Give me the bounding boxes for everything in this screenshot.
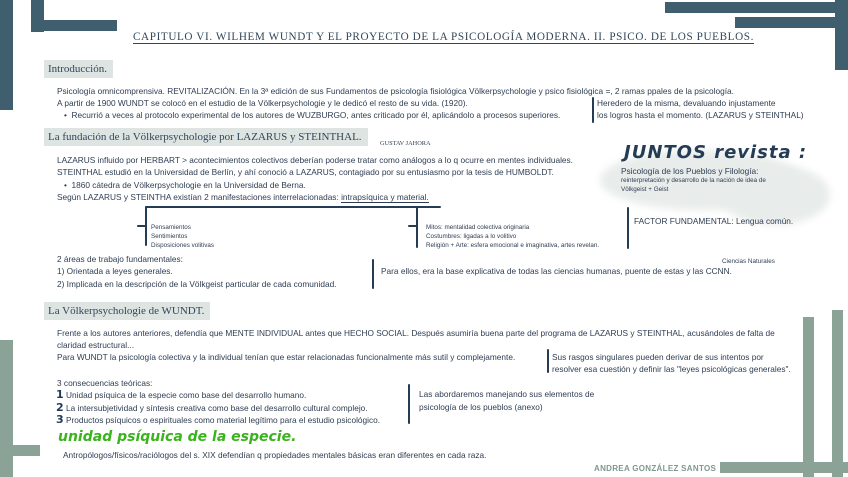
wundt-last-line: Antropólogos/físicos/raciólogos del s. XIX defendían q propiedades mentales básicas eran diferentes en cada raza. [63, 450, 487, 460]
consecuencia-number: 3 [56, 413, 64, 426]
green-handwritten-note: unidad psíquica de la especie. [58, 429, 297, 445]
bracket-line [592, 97, 594, 123]
bracket-line [408, 384, 410, 424]
juntos-title: Psicología de los Pueblos y Filología: [621, 166, 759, 176]
section-heading-introduccion: Introducción. [44, 60, 113, 78]
factor-fundamental: FACTOR FUNDAMENTAL: Lengua común. [634, 216, 794, 226]
intrapsiquica-item: Disposiciones volitivas [151, 242, 214, 249]
wundt-line: Frente a los autores anteriores, defendía que MENTE INDIVIDUAL antes que HECHO SOCIAL. Después asumiría buena parte del programa de LAZARUS y STEINTHAL, acusándoles de falta de [57, 328, 775, 338]
consecuencia-item: La intersubjetividad y síntesis creativa como base del desarrollo cultural complejo. [66, 403, 368, 413]
frame-bar [735, 17, 848, 28]
juntos-handwritten: JUNTOS revista : [624, 142, 808, 163]
page-title: CAPITULO VI. WILHEM WUNDT Y EL PROYECTO DE LA PSICOLOGÍA MODERNA. II. PSICO. DE LOS PUEBLOS. [133, 31, 755, 43]
ellos-note: Para ellos, era la base explicativa de todas las ciencias humanas, puente de estas y las CCNN. [381, 266, 732, 276]
area-item: 2) Implicada en la descripción de la Völkgeist particular de cada comunidad. [57, 279, 337, 289]
consecuencia-item: Unidad psíquica de la especie como base del desarrollo humano. [66, 390, 307, 400]
consecuencias-title: 3 consecuencias teóricas: [57, 378, 153, 388]
connector-line [145, 206, 441, 208]
frame-bar [835, 0, 848, 70]
section-heading-fundacion: La fundación de la Völkerpsychologie por LAZARUS y STEINTHAL. [44, 128, 368, 146]
intro-bullet: • Recurrió a veces al protocolo experimental de los autores de WUZBURGO, antes criticado por él, aplicándolo a procesos superiores. [64, 110, 561, 120]
frame-bar [0, 445, 40, 456]
intro-line: A partir de 1900 WUNDT se colocó en el estudio de la Völkerpsychologie y le dedicó el resto de su vida. (1920). [57, 98, 468, 108]
manifestaciones-text: Según LAZARUS y STEINTHA existían 2 manifestaciones interrelacionadas: [57, 192, 339, 202]
material-item: Costumbres: ligadas a lo volitivo [426, 233, 517, 240]
frame-bar [665, 2, 848, 13]
wundt-side-note: Sus rasgos singulares pueden derivar de sus intentos por [552, 352, 764, 362]
ccnn-note: Ciencias Naturales [722, 258, 775, 265]
author-name: ANDREA GONZÁLEZ SANTOS [594, 464, 717, 473]
fundacion-line: STEINTHAL estudió en la Universidad de Berlín, y ahí conoció a LAZARUS, contagiado por su entusiasmo por la tesis de HUMBOLDT. [57, 167, 554, 177]
areas-title: 2 áreas de trabajo fundamentales: [57, 254, 183, 264]
intro-bullet-text: Recurrió a veces al protocolo experimental de los autores de WUZBURGO, antes criticado por él, aplicándolo a procesos superiores. [71, 110, 561, 120]
juntos-sub: Völkgeist + Geist [621, 186, 669, 193]
frame-bar [803, 317, 814, 477]
intrapsiquica-item: Sentimientos [151, 233, 188, 240]
wundt-side-note: resolver esa cuestión y definir las "leyes psicológicas generales". [552, 364, 791, 374]
abordaremos-note: psicología de los pueblos (anexo) [419, 402, 543, 412]
abordaremos-note: Las abordaremos manejando sus elementos de [419, 389, 595, 399]
juntos-sub: reinterpretación y desarrollo de la nación de idea de [621, 177, 766, 184]
frame-bar [0, 0, 13, 110]
material-item: Religión + Arte: esfera emocional e imaginativa, artes revelan. [426, 242, 600, 249]
fundacion-line: LAZARUS influido por HERBART > acontecimientos colectivos deberían poderse tratar como análogos a lo q ocurre en mentes individuales. [57, 155, 573, 165]
bracket-line [372, 259, 374, 289]
intro-line: Psicología omnicomprensiva. REVITALIZACIÓN. En la 3ª edición de sus Fundamentos de psicología fisiológica Völkerpsychologie y psico fisiológica =, 2 ramas ppales de la psicología. [57, 86, 734, 96]
intro-side-note: Heredero de la misma, devaluando injustamente [597, 98, 776, 108]
area-item: 1) Orientada a leyes generales. [57, 266, 173, 276]
fundacion-bullet: • 1860 cátedra de Völkerpsychologie en la Universidad de Berna. [64, 180, 306, 190]
intro-side-note: los logros hasta el momento. (LAZARUS y STEINTHAL) [597, 110, 804, 120]
wundt-line: Para WUNDT la psicología colectiva y la individual tenían que estar relacionadas funcionalmente más sutil y complejamente. [57, 352, 516, 362]
author-note: GUSTAV JAHORA [380, 140, 431, 147]
material-item: Mitos: mentalidad colectiva originaria [426, 224, 530, 231]
fundacion-manifestaciones [57, 192, 429, 203]
section-heading-wundt: La Völkerpsychologie de WUNDT. [44, 302, 210, 320]
bracket-line [416, 206, 418, 248]
fundacion-bullet-text: 1860 cátedra de Völkerpsychologie en la Universidad de Berna. [71, 180, 306, 190]
connector-line [137, 225, 147, 227]
bracket-line [547, 349, 549, 373]
manifestaciones-underlined: intrapsíquica y material. [341, 192, 429, 202]
intrapsiquica-item: Pensamientos [151, 224, 191, 231]
consecuencia-number: 2 [56, 401, 64, 414]
wundt-line: claridad estructural... [57, 340, 135, 350]
consecuencia-number: 1 [56, 388, 64, 401]
frame-bar [720, 462, 848, 473]
frame-bar [31, 20, 117, 31]
connector-line [408, 225, 418, 227]
bracket-line [627, 207, 629, 249]
consecuencia-item: Productos psíquicos o espirituales como material legítimo para el estudio psicológico. [66, 415, 381, 425]
frame-bar [0, 340, 13, 477]
frame-bar [832, 310, 843, 477]
